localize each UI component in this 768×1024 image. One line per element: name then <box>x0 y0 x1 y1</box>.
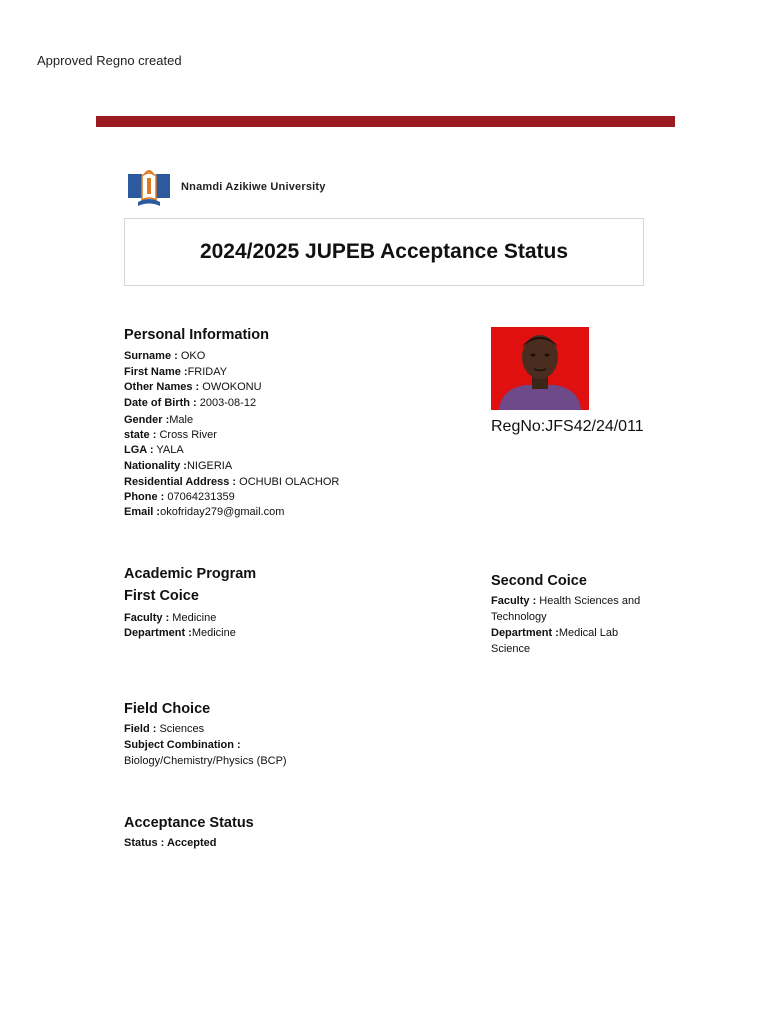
first-name-field <box>124 365 227 381</box>
phone-label: Phone : <box>124 491 165 503</box>
lga-field <box>124 443 184 459</box>
nationality-field <box>124 459 232 475</box>
second-faculty-label: Faculty : <box>491 595 537 607</box>
other-names-value: OWOKONU <box>199 381 262 393</box>
field-choice-heading: Field Choice <box>124 701 211 717</box>
first-name-label: First Name : <box>124 366 188 378</box>
status-label: Status : <box>124 837 165 849</box>
second-faculty-value: Health Sciences and Technology <box>491 595 641 623</box>
dob-label: Date of Birth : <box>124 397 197 409</box>
address-label: Residential Address : <box>124 476 237 488</box>
surname-field <box>124 349 205 365</box>
lga-label: LGA : <box>124 444 154 456</box>
other-names-label: Other Names : <box>124 381 200 393</box>
subject-combination-label <box>124 738 241 754</box>
first-name-value: FRIDAY <box>187 366 228 378</box>
university-crest-icon <box>126 166 172 208</box>
second-faculty-field <box>491 594 661 625</box>
subject-combination-value: Biology/Chemistry/Physics (BCP) <box>124 755 287 767</box>
surname-label: Surname : <box>124 350 178 362</box>
first-department-field <box>124 626 236 642</box>
first-choice-heading: First Coice <box>124 588 199 604</box>
field-field <box>124 722 204 738</box>
subject-combination-label-text: Subject Combination : <box>124 739 241 751</box>
page-title: 2024/2025 JUPEB Acceptance Status <box>199 240 569 263</box>
state-value: Cross River <box>156 429 217 441</box>
dob-field <box>124 396 256 412</box>
university-name: Nnamdi Azikiwe University <box>181 181 326 193</box>
status-value: Accepted <box>164 837 217 849</box>
second-department-value: Medical Lab Science <box>491 627 619 655</box>
email-label: Email : <box>124 506 161 518</box>
approved-note: Approved Regno created <box>37 53 182 68</box>
field-value: Sciences <box>156 723 205 735</box>
address-value: OCHUBI OLACHOR <box>236 476 340 488</box>
gender-field <box>124 413 193 429</box>
registration-number: RegNo:JFS42/24/011 <box>491 418 644 435</box>
first-department-value: Medicine <box>191 627 236 639</box>
academic-program-heading: Academic Program <box>124 566 257 582</box>
surname-value: OKO <box>177 350 206 362</box>
second-department-label: Department : <box>491 627 559 639</box>
phone-value: 07064231359 <box>164 491 235 503</box>
university-logo-row <box>126 166 326 208</box>
passport-photo <box>491 327 589 410</box>
state-field <box>124 428 217 444</box>
gender-value: Male <box>169 414 194 426</box>
second-department-field <box>491 626 641 657</box>
phone-field <box>124 490 235 506</box>
header-red-bar <box>96 116 675 127</box>
first-faculty-label: Faculty : <box>124 612 170 624</box>
email-field <box>124 505 284 521</box>
personal-info-heading: Personal Information <box>124 327 270 343</box>
field-label: Field : <box>124 723 157 735</box>
nationality-value: NIGERIA <box>186 460 233 472</box>
title-box <box>124 218 644 286</box>
email-value: okofriday279@gmail.com <box>160 506 285 518</box>
second-choice-heading: Second Coice <box>491 573 587 589</box>
status-field <box>124 836 217 852</box>
first-faculty-value: Medicine <box>169 612 217 624</box>
gender-label: Gender : <box>124 414 170 426</box>
address-field <box>124 475 339 491</box>
state-label: state : <box>124 429 157 441</box>
other-names-field <box>124 380 262 396</box>
acceptance-status-heading: Acceptance Status <box>124 815 254 831</box>
nationality-label: Nationality : <box>124 460 187 472</box>
dob-value: 2003-08-12 <box>196 397 257 409</box>
first-department-label: Department : <box>124 627 192 639</box>
lga-value: YALA <box>153 444 184 456</box>
first-faculty-field <box>124 611 216 627</box>
